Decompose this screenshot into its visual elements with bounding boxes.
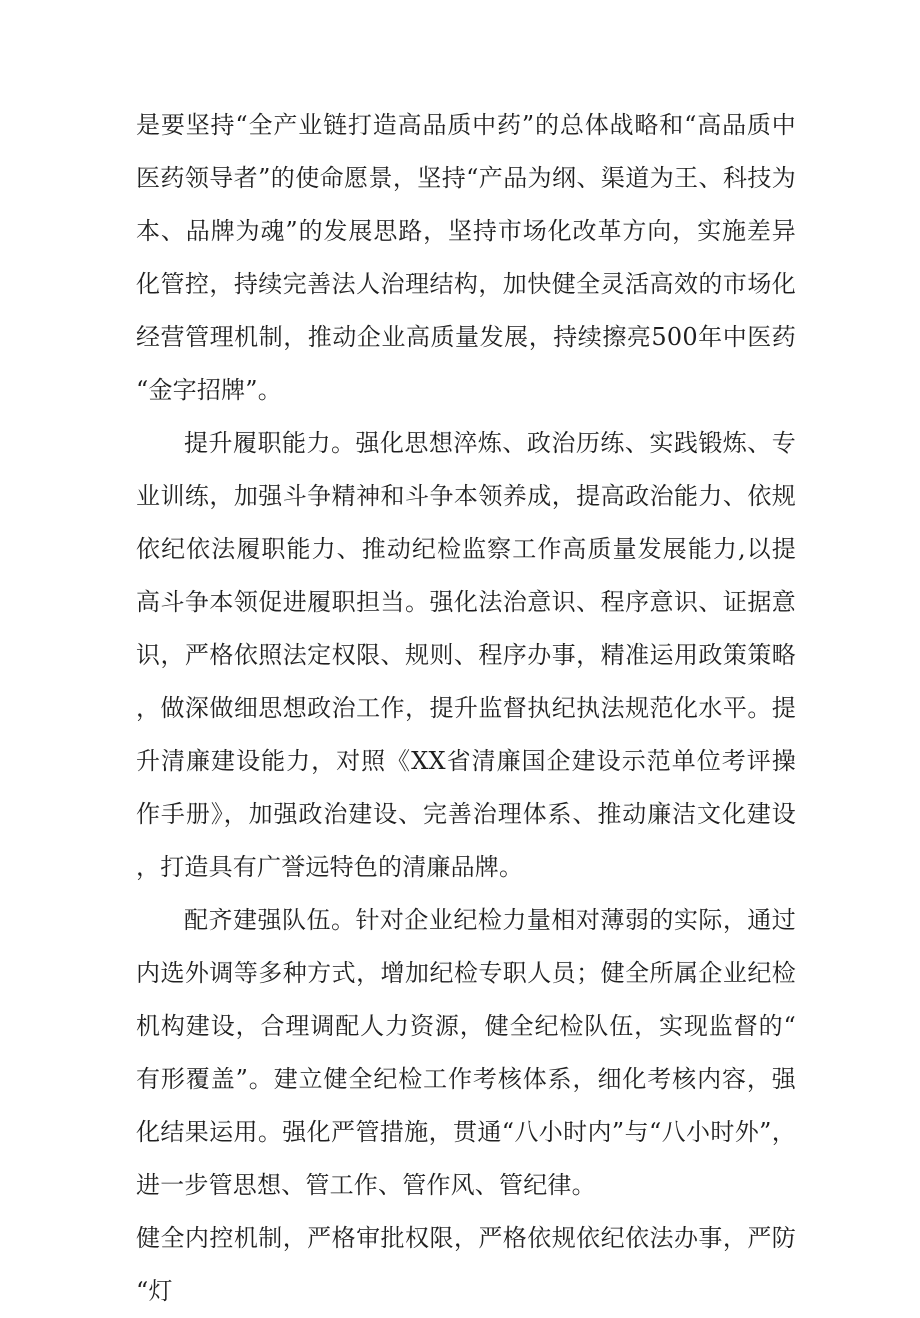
paragraph-team-building: 配齐建强队伍。针对企业纪检力量相对薄弱的实际，通过内选外调等多种方式，增加纪检专职人员；健全所属企业纪检机构建设，合理调配人力资源，健全纪检队伍，实现监督的“有形覆盖”。建立健全纪检工作考核体系，细化考核内容，强化结果运用。强化严管措施，贯通“八小时内”与“八小时外”，进一步管思想、管工作、管作风、管纪律。 [136,906,796,1199]
paragraph-internal-control: 健全内控机制，严格审批权限，严格依规依纪依法办事，严防“灯 [136,1224,796,1305]
paragraph-continuation: 是要坚持“全产业链打造高品质中药”的总体战略和“高品质中医药领导者”的使命愿景，坚持“产品为纲、渠道为王、科技为本、品牌为魂”的发展思路，坚持市场化改革方向，实施差异化管控，持续完善法人治理结构，加快健全灵活高效的市场化经营管理机制，推动企业高质量发展，持续擦亮500年中医药“金字招牌”。 [136,111,796,404]
paragraph-performance-capacity: 提升履职能力。强化思想淬炼、政治历练、实践锻炼、专业训练，加强斗争精神和斗争本领养成，提高政治能力、依规依纪依法履职能力、推动纪检监察工作高质量发展能力,以提高斗争本领促进履职担当。强化法治意识、程序意识、证据意识，严格依照法定权限、规则、程序办事，精准运用政策策略，做深做细思想政治工作，提升监督执纪执法规范化水平。提升清廉建设能力，对照《XX省清廉国企建设示范单位考评操作手册》，加强政治建设、完善治理体系、推动廉洁文化建设，打造具有广誉远特色的清廉品牌。 [136,429,796,881]
document-body [136,99,796,1318]
